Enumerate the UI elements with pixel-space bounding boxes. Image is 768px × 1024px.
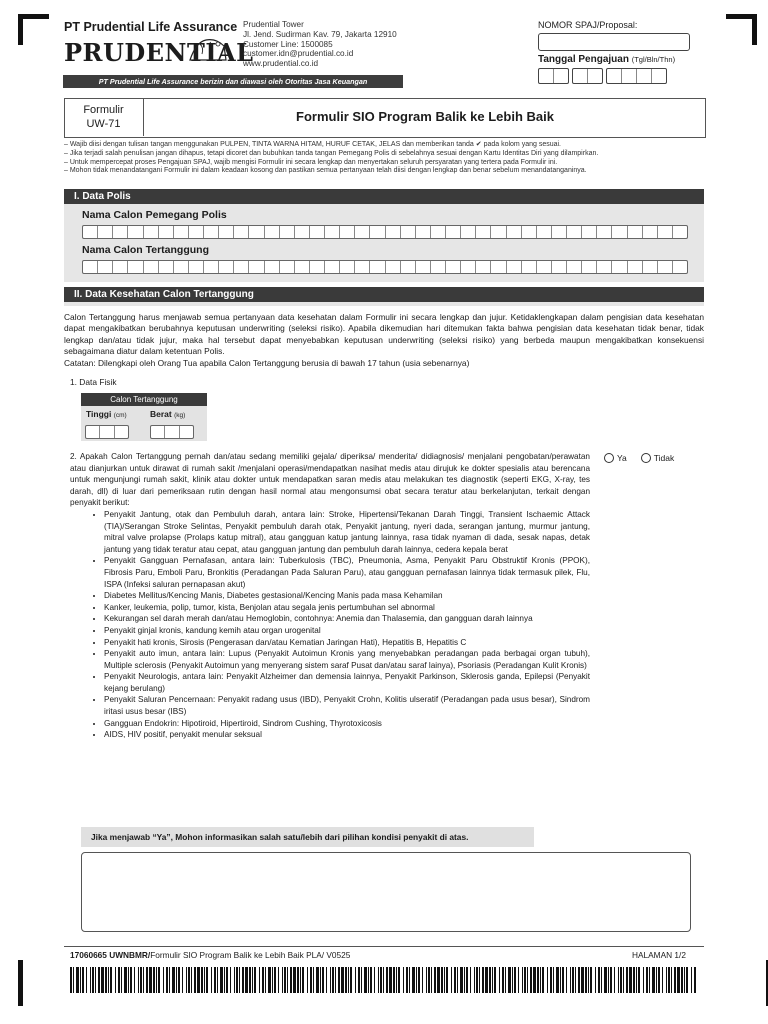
letter-box[interactable] bbox=[491, 261, 506, 273]
no-label: Tidak bbox=[653, 453, 675, 463]
instruction-item: – Untuk mempercepat proses Pengajuan SPAJ, wajib mengisi Formulir ini secara lengkap dan menyertakan seluruh persyaratan yang tertera pada Formulir ini. bbox=[64, 158, 558, 166]
letter-box[interactable] bbox=[310, 261, 325, 273]
letter-box[interactable] bbox=[280, 226, 295, 238]
letter-box[interactable] bbox=[265, 226, 280, 238]
disease-item: • Penyakit auto imun, antara lain: Lupus (Penyakit Autoimun Kronis yang menyebabkan peradangan pada berbagai organ tubuh), Multiple sclerosis (Penyakit Autoimun yang menyerang sistem saraf Pusat dan/atau saraf lainya), Psoriasis (Peradangan Kulit Kronis) bbox=[104, 648, 590, 671]
letter-box[interactable] bbox=[582, 261, 597, 273]
letter-box[interactable] bbox=[355, 226, 370, 238]
question-2 bbox=[70, 451, 590, 741]
letter-box[interactable] bbox=[612, 261, 627, 273]
height-field[interactable] bbox=[85, 425, 129, 439]
month-boxes[interactable] bbox=[572, 68, 603, 84]
company-name: PT Prudential Life Assurance bbox=[64, 20, 238, 34]
letter-box[interactable] bbox=[265, 261, 280, 273]
letter-box[interactable] bbox=[174, 226, 189, 238]
letter-box[interactable] bbox=[83, 261, 98, 273]
letter-box[interactable] bbox=[370, 226, 385, 238]
letter-box[interactable] bbox=[431, 261, 446, 273]
footer-doc-name: Formulir SIO Program Balik ke Lebih Baik PLA/ V0525 bbox=[150, 950, 351, 960]
footer-page-number: HALAMAN 1/2 bbox=[632, 950, 686, 960]
letter-box[interactable] bbox=[507, 261, 522, 273]
instructions bbox=[64, 141, 714, 176]
letter-box[interactable] bbox=[476, 226, 491, 238]
letter-box[interactable] bbox=[204, 261, 219, 273]
barcode bbox=[70, 967, 700, 993]
section-1-body bbox=[64, 204, 704, 282]
form-code-line1: Formulir bbox=[83, 104, 124, 116]
instruction-item: – Jika terjadi salah penulisan jangan dihapus, tetapi dicoret dan bubuhkan tanda tangan Pemegang Polis di sebelahnya sesuai dengan Kartu Identitas Diri yang dilampirkan. bbox=[64, 149, 599, 157]
letter-box[interactable] bbox=[416, 226, 431, 238]
weight-unit: (kg) bbox=[174, 412, 186, 419]
disease-item: • Kekurangan sel darah merah dan/atau Hemoglobin, contohnya: Anemia dan Thalasemia, dan gangguan darah lainnya bbox=[104, 613, 590, 625]
letter-box[interactable] bbox=[128, 261, 143, 273]
form-code bbox=[64, 98, 144, 136]
weight-label-text: Berat bbox=[150, 409, 172, 419]
letter-box[interactable] bbox=[144, 261, 159, 273]
insured-name-label: Nama Calon Tertanggung bbox=[82, 244, 209, 256]
letter-box[interactable] bbox=[522, 226, 537, 238]
letter-box[interactable] bbox=[628, 261, 643, 273]
letter-box[interactable] bbox=[310, 226, 325, 238]
letter-box[interactable] bbox=[461, 261, 476, 273]
submission-date-title: Tanggal Pengajuan bbox=[538, 54, 629, 65]
corner-mark-bottom-right bbox=[740, 960, 768, 1006]
letter-box[interactable] bbox=[658, 226, 673, 238]
letter-box[interactable] bbox=[295, 226, 310, 238]
letter-box[interactable] bbox=[189, 261, 204, 273]
prudential-logo: PRUDENTIAL bbox=[64, 38, 254, 67]
disease-item: • Gangguan Endokrin: Hipotiroid, Hipertiroid, Sindrom Cushing, Thyrotoxicosis bbox=[104, 718, 590, 730]
form-code-line2: UW-71 bbox=[86, 118, 121, 130]
section-2-band bbox=[64, 302, 704, 306]
health-intro bbox=[64, 312, 704, 369]
height-unit: (cm) bbox=[113, 412, 127, 419]
policy-holder-name-label: Nama Calon Pemegang Polis bbox=[82, 209, 227, 221]
address-line: customer.idn@prudential.co.id bbox=[243, 49, 354, 59]
corner-mark-bottom-left bbox=[18, 960, 49, 1006]
letter-box[interactable] bbox=[476, 261, 491, 273]
letter-box[interactable] bbox=[295, 261, 310, 273]
letter-box[interactable] bbox=[416, 261, 431, 273]
policy-holder-name-field[interactable] bbox=[82, 225, 688, 239]
footer-divider bbox=[64, 946, 704, 947]
weight-label bbox=[150, 409, 185, 419]
letter-box[interactable] bbox=[204, 226, 219, 238]
letter-box[interactable] bbox=[234, 226, 249, 238]
regulation-bar: PT Prudential Life Assurance berizin dan diawasi oleh Otoritas Jasa Keuangan bbox=[63, 75, 403, 88]
letter-box[interactable] bbox=[552, 261, 567, 273]
letter-box[interactable] bbox=[249, 261, 264, 273]
followup-answer-field[interactable] bbox=[81, 852, 691, 932]
question-2-text: 2. Apakah Calon Tertanggung pernah dan/atau sedang memiliki gejala/ diperiksa/ menderita/ didiagnosis/ menjalani pengobatan/perawatan atau dianjurkan untuk dirawat di rumah sakit /menjalani operasi/mendapatkan nasihat medis atau dirujuk ke dokter spesialis atau berencana untuk mengunjungi rumah sakit, klinik atau dokter untuk mendapatkan saran medis atau melakukan tes diagnostik (seperti EKG, X-ray, tes darah, dll) di luar dari pemeriksaan rutin dengan hasil normal atau mengonsumsi obat secara teratur atau berkelanjutan, terkait dengan penyakit berikut: bbox=[70, 452, 590, 508]
section-1-header: I. Data Polis bbox=[64, 189, 704, 204]
letter-box[interactable] bbox=[144, 226, 159, 238]
insured-name-field[interactable] bbox=[82, 260, 688, 274]
day-boxes[interactable] bbox=[538, 68, 569, 84]
letter-box[interactable] bbox=[643, 226, 658, 238]
date-format-hint: (Tgl/Bln/Thn) bbox=[631, 55, 676, 64]
letter-box[interactable] bbox=[567, 226, 582, 238]
letter-box[interactable] bbox=[446, 261, 461, 273]
letter-box[interactable] bbox=[673, 226, 687, 238]
disease-item: • AIDS, HIV positif, penyakit menular seksual bbox=[104, 729, 590, 741]
yes-no-options bbox=[604, 453, 674, 463]
letter-box[interactable] bbox=[113, 226, 128, 238]
letter-box[interactable] bbox=[159, 226, 174, 238]
letter-box[interactable] bbox=[113, 261, 128, 273]
disease-list bbox=[70, 509, 590, 741]
form-title: Formulir SIO Program Balik ke Lebih Baik bbox=[296, 109, 554, 124]
yes-radio[interactable] bbox=[604, 453, 614, 463]
disease-item: • Penyakit Gangguan Pernafasan, antara lain: Tuberkulosis (TBC), Pneumonia, Asma, Penyakit Paru Obstruktif Kronis (PPOK), Fibrosis Paru, Emboli Paru, Bronkitis (Peradangan Pada Saluran Paru), atau gangguan pernafasan lainnya tidak termasuk pilek, Flu, ISPA (Infeksi saluran pernapasan akut) bbox=[104, 555, 590, 590]
letter-box[interactable] bbox=[219, 226, 234, 238]
footer-doc-id bbox=[70, 950, 350, 960]
letter-box[interactable] bbox=[386, 226, 401, 238]
letter-box[interactable] bbox=[658, 261, 673, 273]
weight-field[interactable] bbox=[150, 425, 194, 439]
letter-box[interactable] bbox=[128, 226, 143, 238]
letter-box[interactable] bbox=[597, 226, 612, 238]
rock-logo-icon bbox=[188, 36, 228, 62]
letter-box[interactable] bbox=[280, 261, 295, 273]
letter-box[interactable] bbox=[673, 261, 687, 273]
letter-box[interactable] bbox=[628, 226, 643, 238]
corner-mark-top-left bbox=[18, 14, 49, 45]
letter-box[interactable] bbox=[522, 261, 537, 273]
height-label-text: Tinggi bbox=[86, 409, 112, 419]
disease-item: • Kanker, leukemia, polip, tumor, kista, Benjolan atau segala jenis pertumbuhan sel abnormal bbox=[104, 602, 590, 614]
disease-item: • Diabetes Mellitus/Kencing Manis, Diabetes gestasional/Kencing Manis pada masa Kehamilan bbox=[104, 590, 590, 602]
letter-box[interactable] bbox=[159, 261, 174, 273]
address-line: Jl. Jend. Sudirman Kav. 79, Jakarta 12910 bbox=[243, 29, 397, 39]
letter-box[interactable] bbox=[234, 261, 249, 273]
letter-box[interactable] bbox=[537, 261, 552, 273]
letter-box[interactable] bbox=[174, 261, 189, 273]
disease-item: • Penyakit ginjal kronis, kandung kemih atau organ urogenital bbox=[104, 625, 590, 637]
letter-box[interactable] bbox=[537, 226, 552, 238]
letter-box[interactable] bbox=[340, 261, 355, 273]
year-boxes[interactable] bbox=[606, 68, 667, 84]
letter-box[interactable] bbox=[340, 226, 355, 238]
letter-box[interactable] bbox=[325, 226, 340, 238]
letter-box[interactable] bbox=[325, 261, 340, 273]
disease-item: • Penyakit hati kronis, Sirosis (Pengerasan dan/atau Kematian Jaringan Hati), Hepatitis B, Hepatitis C bbox=[104, 637, 590, 649]
footer-code: 17060665 UWNBMR/ bbox=[70, 950, 151, 960]
address-line: Customer Line: 1500085 bbox=[243, 39, 333, 49]
disease-item: • Penyakit Saluran Pencernaan: Penyakit radang usus (IBD), Penyakit Crohn, Kolitis ulseratif (Peradangan pada usus besar), Sindrom iritasi usus besar (IBS) bbox=[104, 694, 590, 717]
letter-box[interactable] bbox=[597, 261, 612, 273]
letter-box[interactable] bbox=[83, 226, 98, 238]
health-intro-text: Calon Tertanggung harus menjawab semua pertanyaan data kesehatan dalam Formulir ini secara lengkap dan jujur. Ketidaklengkapan dalam pengisian data kesehatan dapat mengakibatkan berubahnya keputusan underwriting (seleksi risiko). Apabila dikemudian hari ditemukan fakta bahwa pengisian data kesehatan tidak benar, tidak lengkap dan/atau tidak jujur, maka hal tersebut dapat menyebabkan keputusan underwriting (seleksi risiko) yang berbeda maupun mengakibatkan konsekuensi sebagaimana diatur dalam ketentuan Polis. bbox=[64, 312, 704, 357]
letter-box[interactable] bbox=[582, 226, 597, 238]
spaj-label: NOMOR SPAJ/Proposal: bbox=[538, 20, 638, 30]
submission-date-label bbox=[538, 54, 675, 65]
letter-box[interactable] bbox=[491, 226, 506, 238]
physical-data-label: 1. Data Fisik bbox=[70, 377, 117, 387]
letter-box[interactable] bbox=[567, 261, 582, 273]
letter-box[interactable] bbox=[507, 226, 522, 238]
instruction-item: – Wajib diisi dengan tulisan tangan menggunakan PULPEN, TINTA WARNA HITAM, HURUF CETAK, JELAS dan memberikan tanda ✔ pada kolom yang sesuai. bbox=[64, 141, 561, 148]
letter-box[interactable] bbox=[98, 261, 113, 273]
letter-box[interactable] bbox=[98, 226, 113, 238]
letter-box[interactable] bbox=[431, 226, 446, 238]
height-label bbox=[86, 409, 127, 419]
spaj-number-field[interactable] bbox=[538, 33, 690, 51]
physical-data-body bbox=[81, 406, 207, 441]
letter-box[interactable] bbox=[401, 261, 416, 273]
letter-box[interactable] bbox=[401, 226, 416, 238]
letter-box[interactable] bbox=[552, 226, 567, 238]
disease-item: • Penyakit Neurologis, antara lain: Penyakit Alzheimer dan demensia lainnya, Penyakit Parkinson, Sklerosis ganda, Epilepsi (Penyakit kejang berulang) bbox=[104, 671, 590, 694]
submission-date-field[interactable] bbox=[538, 68, 667, 84]
letter-box[interactable] bbox=[370, 261, 385, 273]
letter-box[interactable] bbox=[461, 226, 476, 238]
letter-box[interactable] bbox=[219, 261, 234, 273]
followup-instruction: Jika menjawab “Ya”, Mohon informasikan salah satu/lebih dari pilihan kondisi penyakit di atas. bbox=[81, 827, 534, 847]
letter-box[interactable] bbox=[446, 226, 461, 238]
letter-box[interactable] bbox=[249, 226, 264, 238]
section-2-header: II. Data Kesehatan Calon Tertanggung bbox=[64, 287, 704, 302]
physical-data-header: Calon Tertanggung bbox=[81, 393, 207, 406]
company-address bbox=[243, 20, 397, 69]
health-note: Catatan: Dilengkapi oleh Orang Tua apabila Calon Tertanggung berusia di bawah 17 tahun (usia sebenarnya) bbox=[64, 357, 470, 368]
letter-box[interactable] bbox=[612, 226, 627, 238]
instruction-item: – Mohon tidak menandatangani Formulir ini dalam keadaan kosong dan pastikan semua pertanyaan telah diisi dengan lengkap dan benar sebelum menandatanganinya. bbox=[64, 167, 587, 175]
address-line: www.prudential.co.id bbox=[243, 59, 319, 69]
disease-item: • Penyakit Jantung, otak dan Pembuluh darah, antara lain: Stroke, Hipertensi/Tekanan Darah Tinggi, Transient Ischaemic Attack (TIA)/Serangan Stroke Selintas, Penyakit pembuluh darah otak, Penyakit jantung, nyeri dada, serangan jantung, murmur jantung, mitral valve prolapse (Prolaps katup mitral), atau gangguan katup jantung lainnya, rasa tidak nyaman di dada, sesak napas, detak jantung yang tidak teratur atau cepat, atau gangguan jantung dan pembuluh darah lainnya, cedera kepala berat bbox=[104, 509, 590, 555]
yes-label: Ya bbox=[617, 453, 627, 463]
corner-mark-top-right bbox=[726, 14, 757, 45]
no-radio[interactable] bbox=[641, 453, 651, 463]
letter-box[interactable] bbox=[643, 261, 658, 273]
address-line: Prudential Tower bbox=[243, 20, 304, 29]
letter-box[interactable] bbox=[189, 226, 204, 238]
letter-box[interactable] bbox=[386, 261, 401, 273]
letter-box[interactable] bbox=[355, 261, 370, 273]
